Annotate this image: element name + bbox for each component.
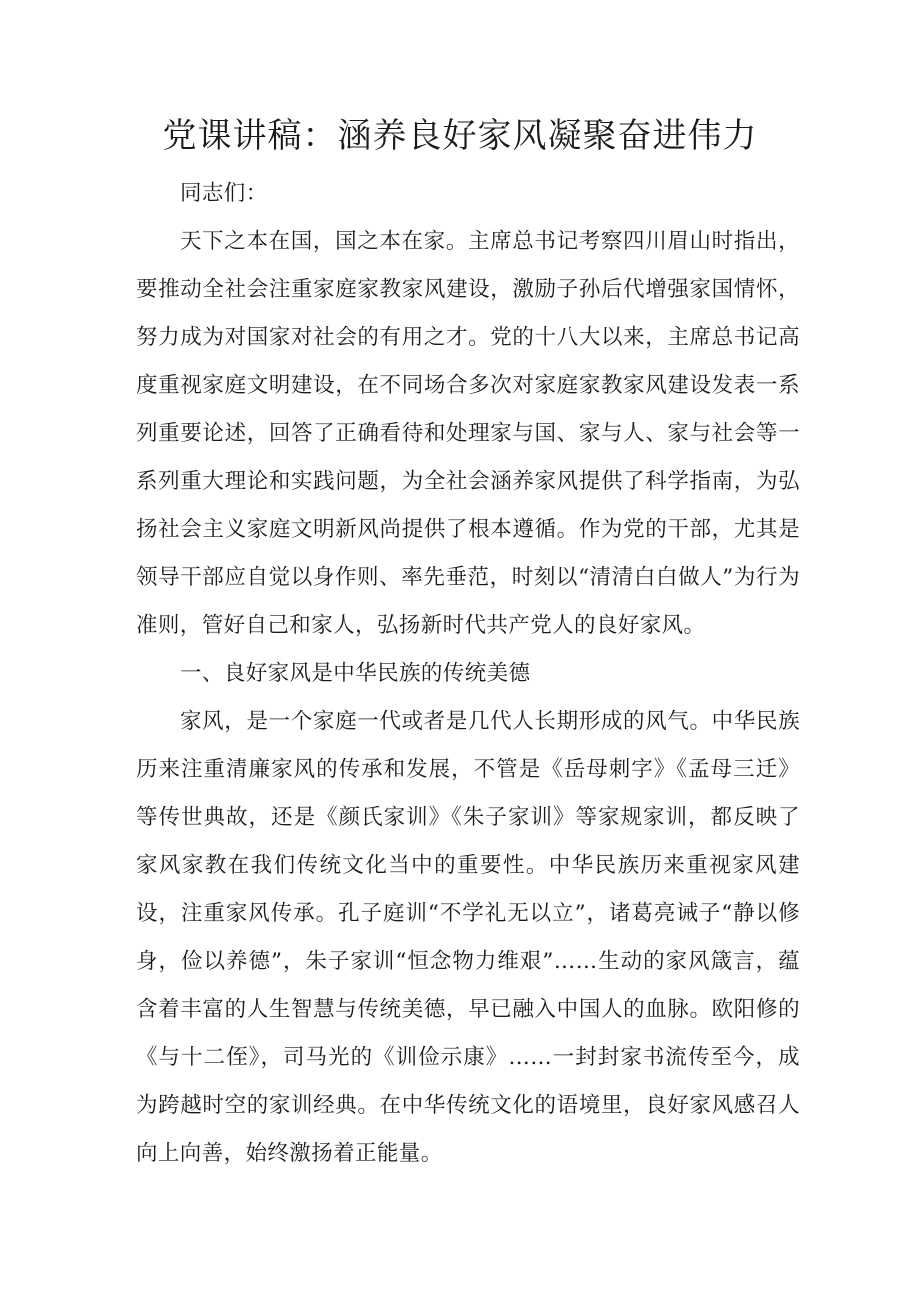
document-title: 党课讲稿：涵养良好家风凝聚奋进伟力 [162, 116, 758, 156]
salutation: 同志们： [180, 181, 268, 206]
document-body [136, 170, 800, 1178]
section-heading: 一、良好家风是中华民族的传统美德 [180, 661, 531, 686]
section-paragraph: 家风，是一个家庭一代或者是几代人长期形成的风气。中华民族历来注重清廉家风的传承和发展，不管是《岳母刺字》《孟母三迁》等传世典故，还是《颜氏家训》《朱子家训》等家规家训，都反映了家风家教在我们传统文化当中的重要性。中华民族历来重视家风建设，注重家风传承。孔子庭训“不学礼无以立”，诸葛亮诫子“静以修身，俭以养德”，朱子家训“恒念物力维艰”……生动的家风箴言，蕴含着丰富的人生智慧与传统美德，早已融入中国人的血脉。欧阳修的《与十二侄》，司马光的《训俭示康》……一封封家书流传至今，成为跨越时空的家训经典。在中华传统文化的语境里，良好家风感召人向上向善，始终激扬着正能量。 [136, 709, 800, 1166]
intro-paragraph: 天下之本在国，国之本在家。主席总书记考察四川眉山时指出，要推动全社会注重家庭家教家风建设，激励子孙后代增强家国情怀，努力成为对国家对社会的有用之才。党的十八大以来，主席总书记高度重视家庭文明建设，在不同场合多次对家庭家教家风建设发表一系列重要论述，回答了正确看待和处理家与国、家与人、家与社会等一系列重大理论和实践问题，为全社会涵养家风提供了科学指南，为弘扬社会主义家庭文明新风尚提供了根本遵循。作为党的干部，尤其是领导干部应自觉以身作则、率先垂范，时刻以“清清白白做人”为行为准则，管好自己和家人，弘扬新时代共产党人的良好家风。 [136, 229, 800, 638]
